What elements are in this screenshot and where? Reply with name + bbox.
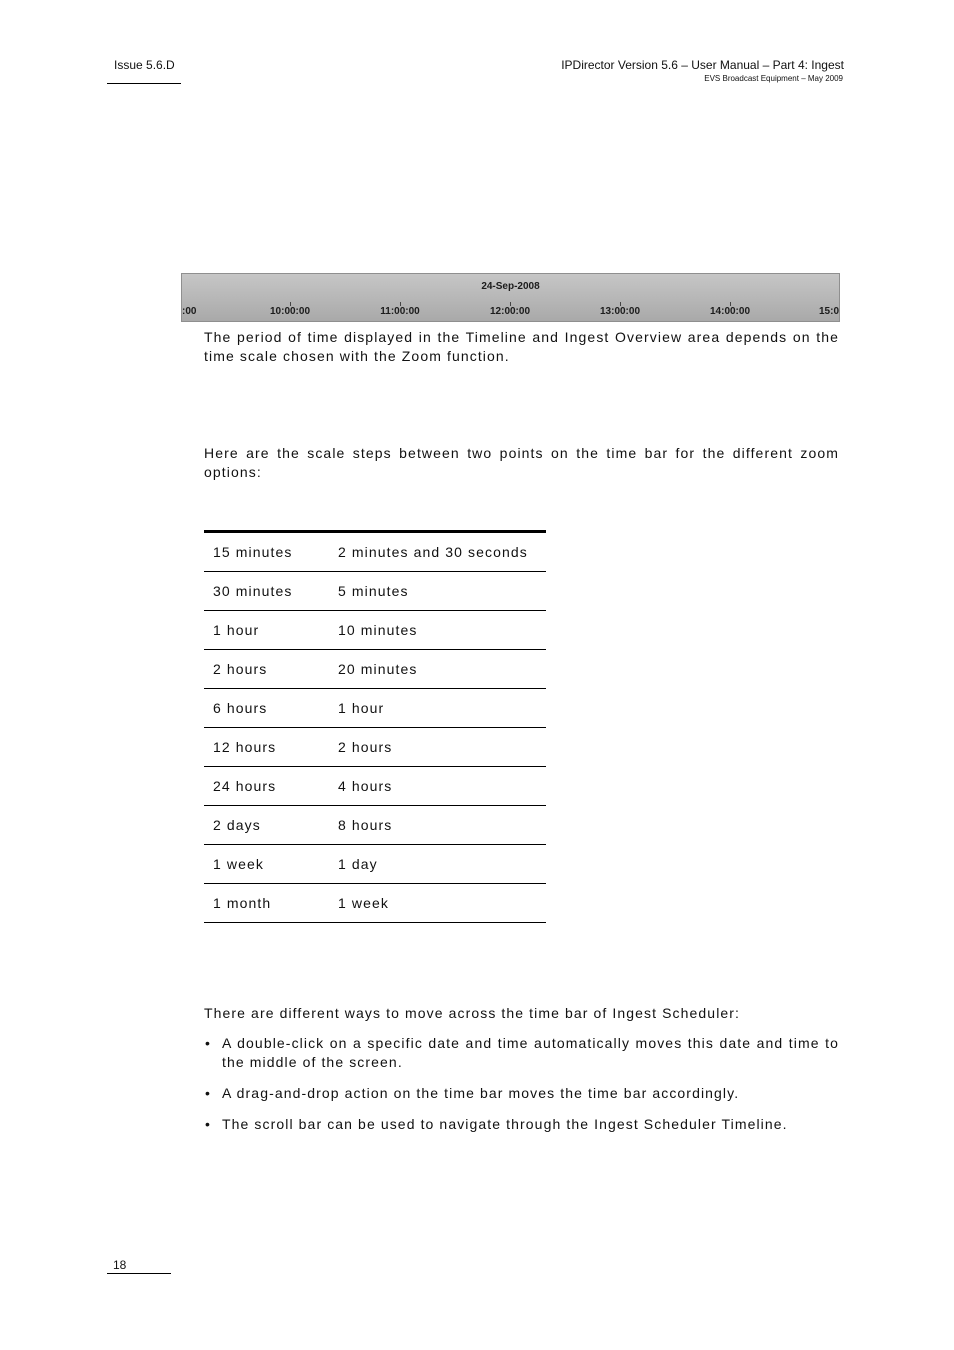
list-item: • A drag-and-drop action on the time bar moves the time bar accordingly. (204, 1084, 839, 1103)
table-row (204, 572, 546, 611)
time-bar-tick: :00 (182, 306, 197, 317)
paragraph-scale-steps: Here are the scale steps between two points on the time bar for the different zoom options: (204, 445, 839, 480)
scale-step-cell: 10 minutes (329, 611, 546, 650)
document-subtitle: EVS Broadcast Equipment – May 2009 (704, 74, 843, 83)
table-row (204, 650, 546, 689)
document-title: IPDirector Version 5.6 – User Manual – Part 4: Ingest (561, 58, 844, 72)
scale-step-cell: 5 minutes (329, 572, 546, 611)
table-row (204, 728, 546, 767)
header-divider (107, 83, 181, 84)
list-item: • The scroll bar can be used to navigate through the Ingest Scheduler Timeline. (204, 1115, 839, 1134)
time-bar-date: 24-Sep-2008 (481, 281, 540, 292)
time-bar-tick: 11:00:00 (380, 306, 420, 317)
scale-step-cell: 1 day (329, 845, 546, 884)
scale-step-cell: 1 week (329, 884, 546, 923)
time-bar-tick: 10:00:00 (269, 306, 311, 317)
time-bar-tick: 13:00:00 (599, 306, 641, 317)
scale-step-cell: 2 hours (329, 728, 546, 767)
time-bar[interactable] (181, 273, 840, 322)
scale-step-cell: 4 hours (329, 767, 546, 806)
table-row (204, 689, 546, 728)
table-row (204, 884, 546, 923)
list-item: • A double-click on a specific date and time automatically moves this date and time to the middle of the screen. (204, 1034, 839, 1072)
time-bar-tick: 14:00:00 (709, 306, 751, 317)
table-row (204, 806, 546, 845)
zoom-option-cell: 1 week (204, 845, 329, 884)
scale-step-cell: 20 minutes (329, 650, 546, 689)
zoom-option-cell: 12 hours (204, 728, 329, 767)
page-number: 18 (113, 1258, 127, 1272)
footer-divider (107, 1273, 171, 1274)
paragraph-period: The period of time displayed in the Timeline and Ingest Overview area depends on the time scale chosen with the Zoom function. (204, 329, 839, 364)
zoom-option-cell: 24 hours (204, 767, 329, 806)
scale-step-cell: 2 minutes and 30 seconds (329, 532, 546, 572)
zoom-option-cell: 2 hours (204, 650, 329, 689)
table-row (204, 532, 546, 572)
paragraph-move-time-bar: There are different ways to move across the time bar of Ingest Scheduler: (204, 1005, 741, 1021)
zoom-option-cell: 6 hours (204, 689, 329, 728)
issue-label: Issue 5.6.D (114, 58, 175, 72)
zoom-scale-table (204, 530, 546, 923)
zoom-option-cell: 30 minutes (204, 572, 329, 611)
table-row (204, 767, 546, 806)
table-row (204, 611, 546, 650)
scale-step-cell: 8 hours (329, 806, 546, 845)
zoom-option-cell: 1 month (204, 884, 329, 923)
zoom-option-cell: 1 hour (204, 611, 329, 650)
navigation-methods-list (204, 1034, 839, 1146)
zoom-option-cell: 2 days (204, 806, 329, 845)
table-row (204, 845, 546, 884)
scale-step-cell: 1 hour (329, 689, 546, 728)
time-bar-tick: 15:0 (818, 306, 839, 317)
time-bar-tick: 12:00:00 (489, 306, 531, 317)
zoom-option-cell: 15 minutes (204, 532, 329, 572)
